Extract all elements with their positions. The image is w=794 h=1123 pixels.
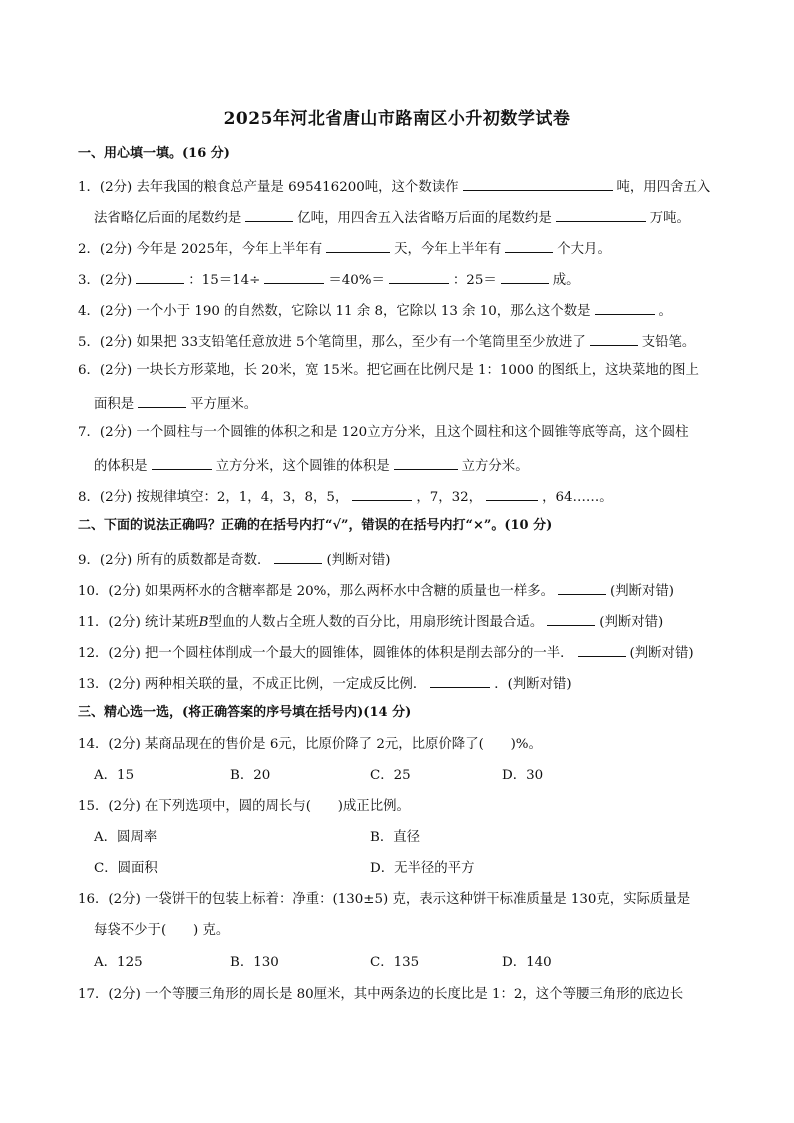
option-d[interactable]: D．30 [502,768,544,783]
option-a[interactable]: A．125 [94,955,143,970]
option-a[interactable]: A．15 [94,768,135,783]
page-title: 2025年河北省唐山市路南区小升初数学试卷 [223,109,571,129]
answer-blank[interactable] [138,394,186,408]
answer-blank[interactable] [505,239,553,253]
answer-blank[interactable] [463,177,613,191]
question-12: 12．(2分) 把一个圆柱体削成一个最大的圆锥体，圆锥体的体积是削去部分的一半． (判断对错) [78,643,694,662]
question-7-cont: 的体积是 立方分米，这个圆锥的体积是 立方分米。 [94,456,529,475]
question-1-cont: 法省略亿后面的尾数约是 亿吨，用四舍五入法省略万后面的尾数约是 万吨。 [94,208,690,227]
section-heading-2: 二、下面的说法正确吗？正确的在括号内打“√”，错误的在括号内打“×”。(10 分) [78,518,553,533]
answer-blank[interactable] [547,612,595,626]
answer-blank[interactable] [389,270,449,284]
answer-blank[interactable] [394,456,458,470]
question-5: 5．(2分) 如果把 33支铅笔任意放进 5个笔筒里，那么，至少有一个笔筒里至少放进了 支铅笔。 [78,332,695,351]
question-6: 6．(2分) 一块长方形菜地，长 20米，宽 15米。把它画在比例尺是 1：1000 的图纸上，这块菜地的图上 [78,363,699,378]
option-d[interactable]: D．140 [502,955,552,970]
question-15: 15．(2分) 在下列选项中，圆的周长与( )成正比例。 [78,799,410,814]
question-17: 17．(2分) 一个等腰三角形的周长是 80厘米，其中两条边的长度比是 1：2，这个等腰三角形的底边长 [78,987,684,1002]
question-3: 3．(2分) ：15＝14÷ ＝40%＝ ：25＝ 成。 [78,270,580,289]
option-a[interactable]: A．圆周率 [94,830,158,845]
option-c[interactable]: C．圆面积 [94,861,158,876]
answer-blank[interactable] [274,550,322,564]
option-b[interactable]: B．20 [230,768,271,783]
question-16: 16．(2分) 一袋饼干的包装上标着：净重：(130±5) 克，表示这种饼干标准质量是 130克，实际质量是 [78,892,691,907]
answer-blank[interactable] [430,674,490,688]
question-16-cont: 每袋不少于( ) 克。 [94,923,230,938]
option-b[interactable]: B．130 [230,955,279,970]
question-6-cont: 面积是 平方厘米。 [94,394,257,413]
answer-blank[interactable] [352,487,412,501]
answer-blank[interactable] [501,270,549,284]
section-heading-1: 一、用心填一填。(16 分) [78,146,230,161]
answer-blank[interactable] [590,332,638,346]
answer-blank[interactable] [326,239,390,253]
answer-blank[interactable] [245,208,293,222]
question-4: 4．(2分) 一个小于 190 的自然数，它除以 11 余 8，它除以 13 余 10，那么这个数是 。 [78,301,672,320]
answer-blank[interactable] [595,301,655,315]
question-8: 8．(2分) 按规律填空：2，1，4，3，8，5， ，7，32， ，64……。 [78,487,613,506]
question-7: 7．(2分) 一个圆柱与一个圆锥的体积之和是 120立方分米，且这个圆柱和这个圆锥等底等高，这个圆柱 [78,425,689,440]
option-b[interactable]: B．直径 [370,830,421,845]
option-d[interactable]: D．无半径的平方 [370,861,475,876]
option-c[interactable]: C．135 [370,955,420,970]
answer-blank[interactable] [578,643,626,657]
answer-blank[interactable] [136,270,184,284]
answer-blank[interactable] [558,581,606,595]
question-14: 14．(2分) 某商品现在的售价是 6元，比原价降了 2元，比原价降了( )%。 [78,737,542,752]
answer-blank[interactable] [556,208,646,222]
question-9: 9．(2分) 所有的质数都是奇数． (判断对错) [78,550,390,569]
question-11: 11．(2分) 统计某班B型血的人数占全班人数的百分比，用扇形统计图最合适。 (判断对错) [78,612,663,631]
question-2: 2．(2分) 今年是 2025年，今年上半年有 天，今年上半年有 个大月。 [78,239,611,258]
answer-blank[interactable] [152,456,212,470]
question-1: 1．(2分) 去年我国的粮食总产量是 695416200吨，这个数读作 吨，用四舍五入 [78,177,710,196]
answer-blank[interactable] [486,487,538,501]
section-heading-3: 三、精心选一选，(将正确答案的序号填在括号内)(14 分) [78,705,412,720]
option-c[interactable]: C．25 [370,768,411,783]
question-13: 13．(2分) 两种相关联的量，不成正比例，一定成反比例． ．(判断对错) [78,674,572,693]
question-10: 10．(2分) 如果两杯水的含糖率都是 20%，那么两杯水中含糖的质量也一样多。 (判断对错) [78,581,674,600]
answer-blank[interactable] [264,270,324,284]
